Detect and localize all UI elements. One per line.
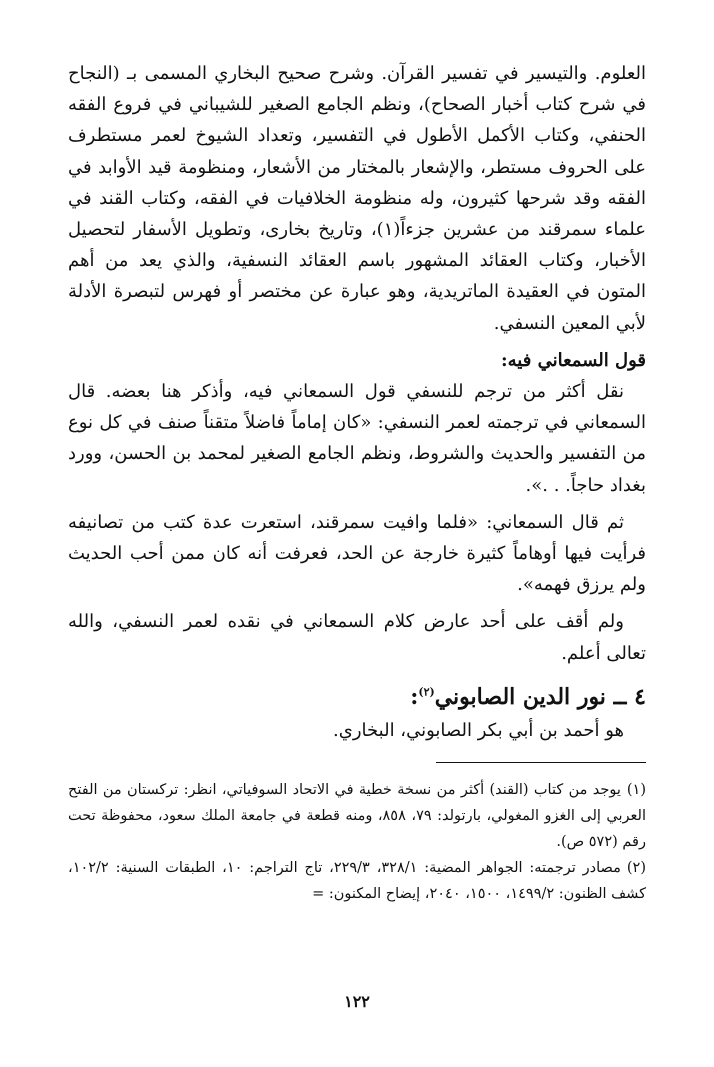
subsection-title: نور الدين الصابوني <box>434 683 606 710</box>
body-paragraph: هو أحمد بن أبي بكر الصابوني، البخاري. <box>333 719 624 741</box>
footnote-text: يوجد من كتاب (القند) أكثر من نسخة خطية في الاتحاد السوفياتي، انظر: تركستان من الفتح العربي إلى الغزو المغولي، بارتولد: ٧٩، ٨٥٨، ومنه قطعة في جامعة الملك سعود، محفوظة تحت رقم (٥٧٢ ص). <box>68 782 646 851</box>
footnote-divider <box>436 762 646 763</box>
body-paragraph-intro: العلوم. والتيسير في تفسير القرآن. وشرح صحيح البخاري المسمى بـ (النجاح في شرح كتاب أخبار الصحاح)، ونظم الجامع الصغير للشيباني في فروع الفقه الحنفي، وكتاب الأكمل الأطول في التفسير، وتعداد الشيوخ لعمر مستطرف على الحروف مستطر، والإشعار بالمختار من الأشعار، ومنظومة قيد الأوابد في الفقه وقد شرحها كثيرون، وله منظومة الخلافيات في الفقه، وكتاب القند في علماء سمرقند من عشرين جزءاً(١)، وتاريخ بخارى، وتطويل الأسفار لتحصيل الأخبار، وكتاب العقائد المشهور باسم العقائد النسفية، والذي يعد من أهم المتون في العقيدة الماتريدية، وهو عبارة عن مختصر أو فهرس لتبصرة الأدلة لأبي المعين النسفي. <box>68 63 646 334</box>
footnote-number: (٢) <box>626 860 646 877</box>
footnote <box>68 855 646 907</box>
footnote-number: (١) <box>626 782 646 799</box>
body-paragraph: ولم أقف على أحد عارض كلام السمعاني في نقده لعمر النسفي، والله تعالى أعلم. <box>68 611 646 664</box>
section-heading: قول السمعاني فيه: <box>501 349 646 371</box>
body-paragraph: نقل أكثر من ترجم للنسفي قول السمعاني فيه، وأذكر هنا بعضه. قال السمعاني في ترجمته لعمر النسفي: «كان إماماً فاضلاً متقناً صنف في كل نوع من التفسير والحديث والشروط، ونظم الجامع الصغير لمحمد بن الحسن، وورد بغداد حاجاً. . .». <box>68 381 646 496</box>
subsection-suffix: : <box>410 683 419 710</box>
footnote <box>68 777 646 855</box>
footnotes <box>68 777 646 907</box>
footnote-text: مصادر ترجمته: الجواهر المضية: ٣٢٨/١، ٢٢٩/٣، تاج التراجم: ١٠، الطبقات السنية: ١٠٢/٢، كشف الظنون: ١٤٩٩/٢، ١٥٠٠، ٢٠٤٠، إيضاح المكنون: = <box>68 860 646 903</box>
body-paragraph: ثم قال السمعاني: «فلما وافيت سمرقند، استعرت عدة كتب من تصانيفه فرأيت فيها أوهاماً كثيرة خارجة عن الحد، فعرفت أنه كان ممن أحب الحديث ولم يرزق فهمه». <box>68 511 646 596</box>
footnote-reference: (٢) <box>418 685 435 699</box>
subsection-number: ٤ ــ <box>613 683 646 710</box>
footnote-divider-wrap <box>68 746 646 777</box>
page-number: ١٢٢ <box>344 992 370 1011</box>
subsection-heading <box>68 679 646 715</box>
